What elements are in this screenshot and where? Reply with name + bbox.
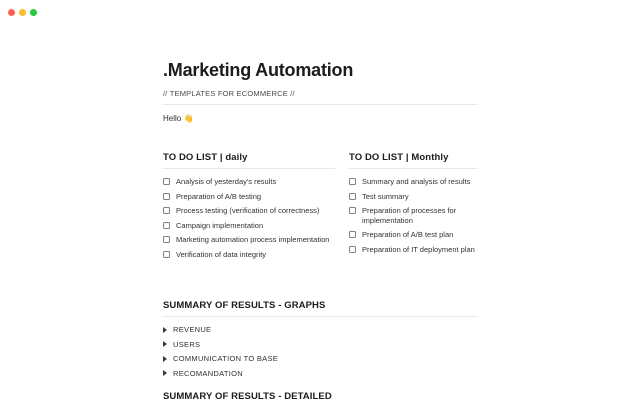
summary-graphs-heading: SUMMARY OF RESULTS - GRAPHS: [163, 300, 326, 311]
toggle-communication-to-base[interactable]: COMMUNICATION TO BASE: [163, 354, 477, 364]
todo-columns: [163, 152, 477, 264]
summary-graphs-section: [163, 300, 477, 378]
todo-daily-section: [163, 152, 335, 264]
close-window-icon[interactable]: [8, 9, 15, 16]
todo-monthly-divider: [349, 168, 477, 169]
checkbox-icon[interactable]: [163, 251, 170, 258]
subtitle-divider: [163, 104, 477, 105]
toggle-users[interactable]: USERS: [163, 340, 477, 350]
checkbox-icon[interactable]: [349, 207, 356, 214]
page-content: [163, 60, 477, 402]
toggle-revenue[interactable]: REVENUE: [163, 325, 477, 335]
checkbox-icon[interactable]: [349, 231, 356, 238]
summary-graphs-divider: [163, 316, 477, 317]
todo-item: Process testing (verification of correctness): [163, 206, 335, 216]
toggle-arrow-icon: [163, 341, 167, 347]
todo-daily-divider: [163, 168, 335, 169]
toggle-arrow-icon: [163, 327, 167, 333]
todo-item: Analysis of yesterday's results: [163, 177, 335, 187]
waving-hand-icon: 👋: [183, 114, 194, 123]
checkbox-icon[interactable]: [163, 207, 170, 214]
page-subtitle: // TEMPLATES FOR ECOMMERCE //: [163, 89, 295, 98]
checkbox-icon[interactable]: [163, 236, 170, 243]
toggle-arrow-icon: [163, 370, 167, 376]
todo-item: Preparation of processes for implementation: [349, 206, 477, 225]
todo-item: Marketing automation process implementation: [163, 235, 335, 245]
todo-item: Campaign implementation: [163, 221, 335, 231]
checkbox-icon[interactable]: [163, 178, 170, 185]
todo-daily-heading: TO DO LIST | daily: [163, 152, 248, 163]
todo-monthly-section: [349, 152, 477, 264]
window-controls: [8, 9, 37, 16]
todo-item: Verification of data integrity: [163, 250, 335, 260]
todo-item: Summary and analysis of results: [349, 177, 477, 187]
checkbox-icon[interactable]: [349, 193, 356, 200]
page-title: .Marketing Automation: [163, 60, 354, 80]
checkbox-icon[interactable]: [163, 222, 170, 229]
minimize-window-icon[interactable]: [19, 9, 26, 16]
toggle-recomandation[interactable]: RECOMANDATION: [163, 369, 477, 379]
todo-item: Preparation of A/B testing: [163, 192, 335, 202]
todo-item: Preparation of IT deployment plan: [349, 245, 477, 255]
checkbox-icon[interactable]: [163, 193, 170, 200]
summary-detailed-heading: SUMMARY OF RESULTS - DETAILED: [163, 391, 332, 402]
zoom-window-icon[interactable]: [30, 9, 37, 16]
todo-item: Preparation of A/B test plan: [349, 230, 477, 240]
todo-monthly-heading: TO DO LIST | Monthly: [349, 152, 449, 163]
checkbox-icon[interactable]: [349, 246, 356, 253]
greeting-text: Hello 👋: [163, 114, 194, 123]
todo-item: Test summary: [349, 192, 477, 202]
checkbox-icon[interactable]: [349, 178, 356, 185]
toggle-arrow-icon: [163, 356, 167, 362]
